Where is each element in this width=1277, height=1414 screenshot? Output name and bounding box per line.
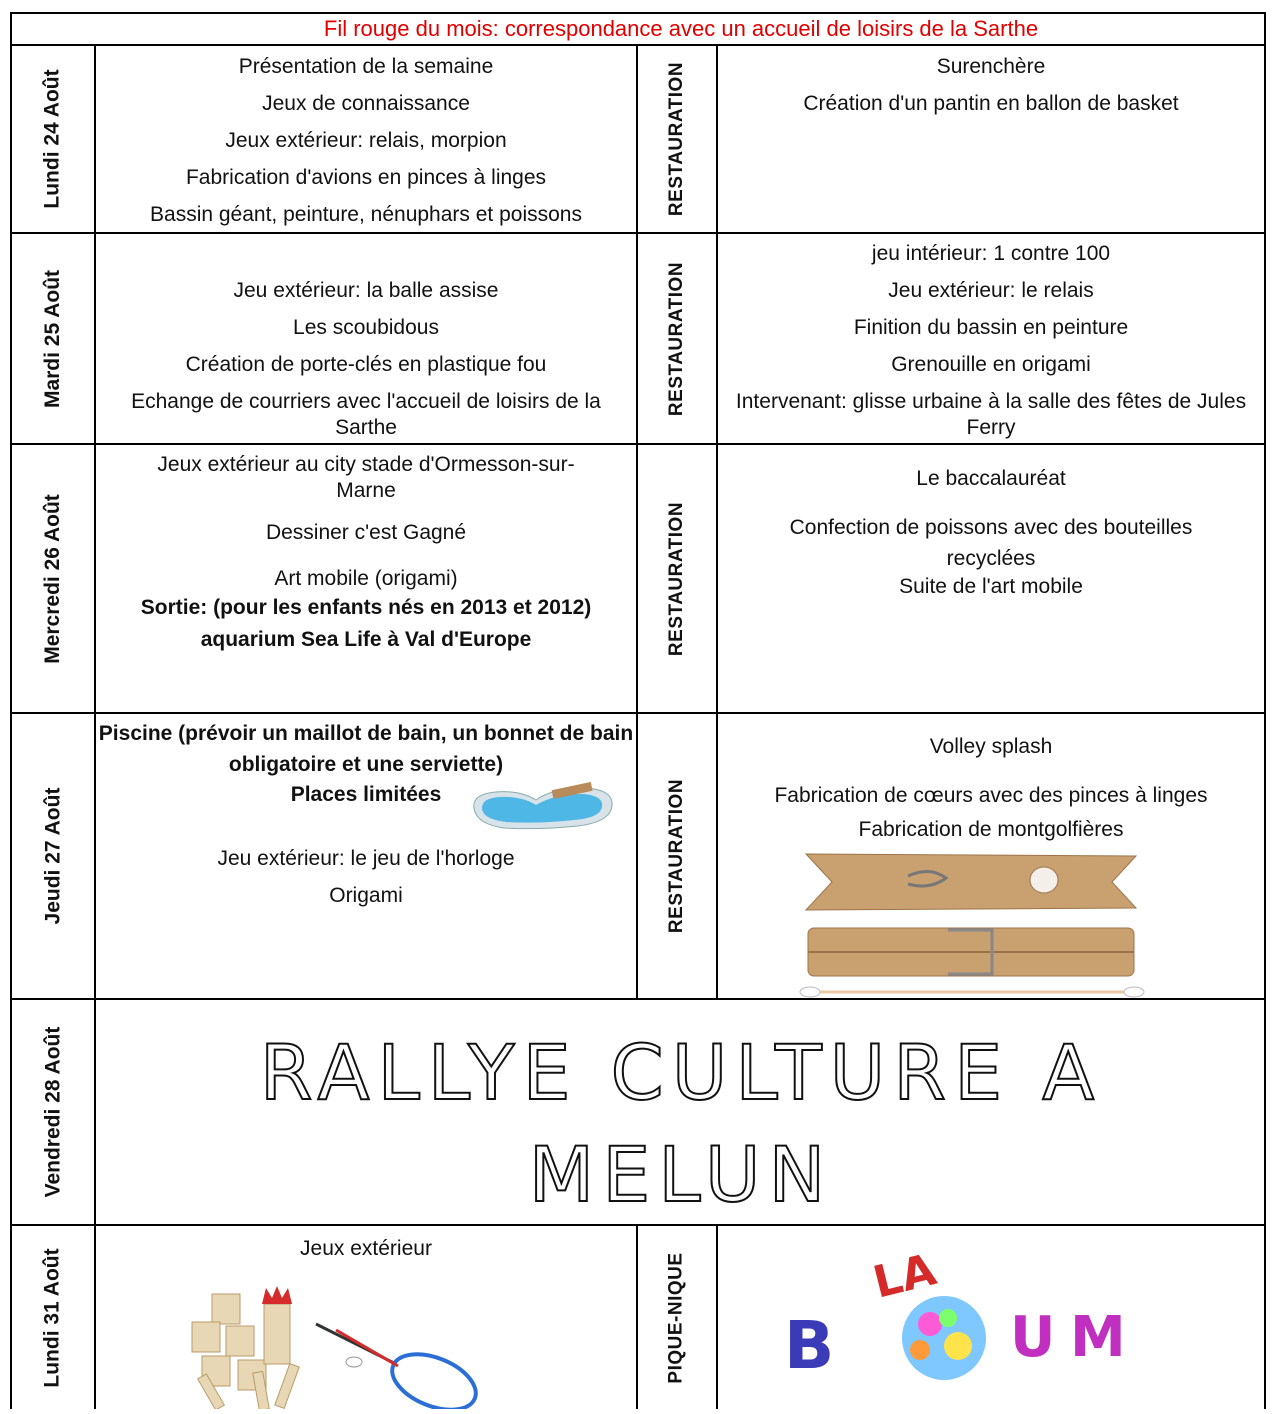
activity-item: Le baccalauréat (916, 467, 1066, 490)
pool-notice: Piscine (prévoir un maillot de bain, un bonnet de bain obligatoire et une serviette) (98, 722, 634, 776)
day-label (12, 1000, 94, 1224)
svg-text:B: B (784, 1307, 835, 1384)
svg-text:LA: LA (868, 1246, 941, 1309)
morning-activities (96, 54, 636, 228)
svg-text:U: U (1010, 1305, 1056, 1370)
activity-item: Fabrication de cœurs avec des pinces à linges (774, 784, 1208, 807)
activity-item: Jeux extérieur au city stade d'Ormesson-sur-Marne (157, 453, 575, 502)
activity-item: Jeux extérieur (300, 1237, 432, 1260)
activity-item: Grenouille en origami (891, 353, 1091, 376)
restauration-label (638, 234, 716, 443)
activity-item: Bassin géant, peinture, nénuphars et poissons (150, 203, 582, 226)
clothespin-image (796, 846, 1148, 998)
activity-item: Finition du bassin en peinture (853, 316, 1129, 339)
activity-item: Suite de l'art mobile (899, 575, 1083, 598)
restauration-label (638, 46, 716, 232)
restauration-text: RESTAURATION (666, 778, 687, 934)
restauration-text: RESTAURATION (666, 501, 687, 656)
day-label-text: Mercredi 26 Août (41, 493, 65, 664)
pool-icon (468, 782, 618, 832)
afternoon-activities (718, 54, 1264, 117)
activity-item: Volley splash (929, 735, 1053, 758)
day-label (12, 46, 94, 232)
pique-nique-label (638, 1226, 716, 1409)
day-label-text: Vendredi 28 Août (41, 1026, 65, 1198)
activity-item: jeu intérieur: 1 contre 100 (871, 242, 1111, 265)
activity-item: Jeux de connaissance (262, 92, 470, 115)
activity-item: Art mobile (origami) (274, 567, 458, 590)
afternoon-activities (718, 466, 1264, 600)
day-label (12, 445, 94, 712)
day-label (12, 1226, 94, 1409)
activity-item: Confection de poissons avec des bouteilles recyclées (789, 516, 1193, 570)
limited-places: Places limitées (290, 783, 442, 806)
page-title: Fil rouge du mois: correspondance avec un accueil de loisirs de la Sarthe (323, 16, 1039, 41)
outing-notice: Sortie: (pour les enfants nés en 2013 et 2012) aquarium Sea Life à Val d'Europe (140, 596, 592, 651)
morning-activities (96, 452, 636, 656)
restauration-label (638, 445, 716, 712)
activity-item: Fabrication d'avions en pinces à linges (185, 166, 547, 189)
activity-item: Présentation de la semaine (238, 55, 494, 78)
activity-item: Echange de courriers avec l'accueil de loisirs de la Sarthe (131, 390, 601, 439)
rallye-banner-line2: MELUN (528, 1130, 834, 1219)
activity-item: Dessiner c'est Gagné (265, 521, 467, 544)
activity-item: Création de porte-clés en plastique fou (185, 353, 547, 376)
grid-line (10, 998, 1266, 1000)
activity-item: Création d'un pantin en ballon de basket (803, 92, 1179, 115)
activity-item: Intervenant: glisse urbaine à la salle des fêtes de Jules Ferry (735, 390, 1247, 439)
day-label-text: Lundi 24 Août (41, 69, 64, 209)
restauration-label (638, 714, 716, 998)
activity-item: Jeu extérieur: le jeu de l'horloge (217, 847, 515, 870)
grid-line (716, 1224, 718, 1409)
day-label (12, 714, 94, 998)
afternoon-activities (718, 241, 1264, 441)
day-label-text: Jeudi 27 Août (41, 787, 65, 925)
activity-item: Jeux extérieur: relais, morpion (225, 129, 507, 152)
activity-item: Jeu extérieur: la balle assise (233, 279, 499, 302)
la-boum-logo (770, 1246, 1210, 1396)
rallye-banner-line1: RALLYE CULTURE A (259, 1028, 1103, 1117)
restauration-text: RESTAURATION (666, 261, 687, 416)
outdoor-games-image (186, 1264, 496, 1409)
afternoon-activities (718, 734, 1264, 843)
activity-item: Origami (329, 884, 403, 907)
day-label (12, 234, 94, 443)
day-label-text: Mardi 25 Août (41, 269, 65, 408)
morning-activities (96, 1236, 636, 1262)
activity-item: Fabrication de montgolfières (858, 818, 1124, 841)
activity-item: Les scoubidous (293, 316, 439, 339)
restauration-text: RESTAURATION (666, 61, 687, 217)
activity-item: Surenchère (936, 55, 1046, 78)
pique-nique-text: PIQUE-NIQUE (666, 1251, 687, 1384)
day-label-text: Lundi 31 Août (41, 1247, 64, 1388)
svg-text:M: M (1070, 1305, 1126, 1370)
morning-activities (96, 278, 636, 441)
activity-item: Jeu extérieur: le relais (888, 279, 1094, 302)
